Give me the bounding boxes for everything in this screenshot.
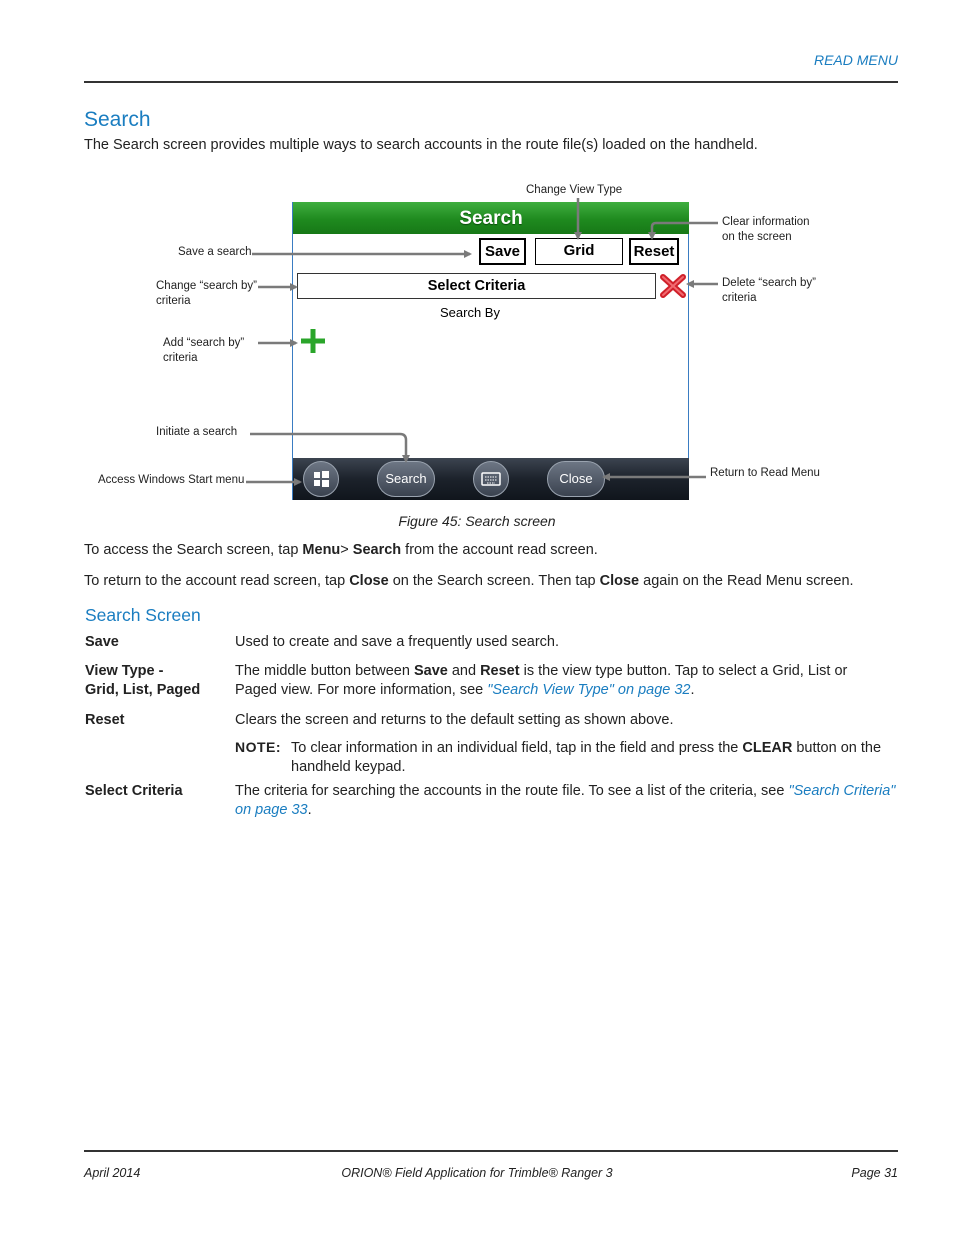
section-heading: Search Screen [85, 605, 201, 625]
callout-clear-line1: Clear information [722, 216, 810, 228]
callout-change-search-by-line1: Change “search by” [156, 280, 257, 292]
figure-caption: Figure 45: Search screen [398, 513, 556, 529]
def-view-type: The middle button between Save and Reset is the view type button. Tap to select a Grid, List or Paged view. For more information, see "Search View Type" on page 32. [235, 663, 848, 698]
def-select-criteria: The criteria for searching the accounts in the route file. To see a list of the criteria, see "Search Criteria" on page 33. [235, 783, 896, 818]
access-paragraph: To access the Search screen, tap Menu> Search from the account read screen. [84, 542, 598, 558]
section-header-label: READ MENU [813, 52, 898, 68]
callout-delete-line2: criteria [722, 292, 757, 304]
term-view-type: View Type - Grid, List, Paged [85, 663, 201, 698]
callout-save-search: Save a search [178, 246, 252, 258]
footer-date: April 2014 [84, 1166, 141, 1180]
callout-add-line1: Add “search by” [163, 337, 245, 349]
link-search-criteria[interactable]: "Search Criteria" on page 33 [235, 783, 896, 818]
callout-add-line2: criteria [163, 352, 198, 364]
intro-paragraph: The Search screen provides multiple ways to search accounts in the route file(s) loaded on the handheld. [84, 137, 758, 153]
save-button[interactable]: Save [479, 238, 526, 265]
def-save: Used to create and save a frequently used search. [235, 634, 560, 650]
close-button[interactable]: Close [547, 461, 605, 497]
callout-access-start-menu: Access Windows Start menu [98, 474, 245, 486]
reset-button[interactable]: Reset [629, 238, 679, 265]
note-label: NOTE: [235, 739, 282, 755]
footer-product: ORION® Field Application for Trimble® Ranger 3 [341, 1166, 613, 1180]
term-save: Save [85, 634, 119, 650]
callout-initiate-search: Initiate a search [156, 426, 238, 438]
callout-change-search-by-line2: criteria [156, 295, 191, 307]
device-title: Search [459, 208, 523, 229]
view-type-button[interactable]: Grid [535, 238, 623, 265]
callout-clear-line2: on the screen [722, 231, 792, 243]
def-reset: Clears the screen and returns to the default setting as shown above. [235, 712, 674, 728]
callout-return-read-menu: Return to Read Menu [710, 467, 820, 479]
select-criteria-field[interactable]: Select Criteria [297, 273, 656, 299]
arrow-initiate-search [250, 434, 406, 461]
footer-rule [84, 1150, 898, 1152]
page-title: Search [84, 108, 151, 131]
search-button[interactable]: Search [377, 461, 435, 497]
term-select-criteria: Select Criteria [85, 783, 183, 799]
term-reset: Reset [85, 712, 125, 728]
link-search-view-type[interactable]: "Search View Type" on page 32 [487, 682, 691, 698]
callout-change-view-type: Change View Type [526, 184, 623, 196]
search-by-label: Search By [440, 305, 500, 320]
note-text: To clear information in an individual field, tap in the field and press the CLEAR button on the handheld keypad. [291, 740, 882, 775]
arrow-clear-information [652, 223, 718, 238]
footer-page-number: Page 31 [851, 1166, 898, 1180]
return-paragraph: To return to the account read screen, tap Close on the Search screen. Then tap Close again on the Read Menu screen. [84, 573, 854, 589]
callout-delete-line1: Delete “search by” [722, 277, 816, 289]
